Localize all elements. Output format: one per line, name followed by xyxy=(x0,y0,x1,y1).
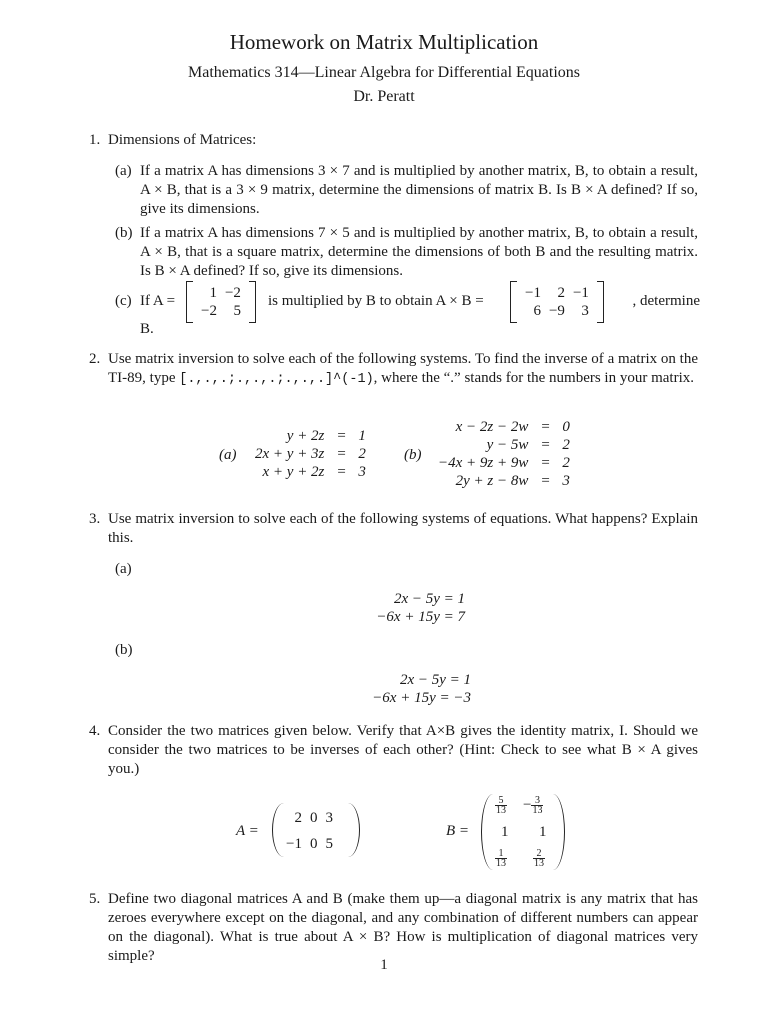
eq-lhs: y − 5w xyxy=(486,437,529,453)
matrix-cell: 1 xyxy=(209,285,217,301)
q2-number: 2. xyxy=(89,351,101,367)
matrix-cell: 6 xyxy=(533,303,541,319)
eq-lhs: y + 2z xyxy=(286,428,325,444)
q1-number: 1. xyxy=(89,132,101,148)
frac-num: 5 xyxy=(495,796,507,806)
eq-rhs: 2 xyxy=(358,446,366,462)
left-bracket xyxy=(510,281,517,323)
fraction xyxy=(495,796,507,815)
q3a-eq1: 2x − 5y = 1 xyxy=(393,591,465,607)
matrix-cell: 1 xyxy=(501,824,509,840)
q4-text: Consider the two matrices given below. Verify that A×B gives the identity matrix, I. Should we consider the two matrices to be inverses of each other? (Hint: Check to see what B × A gives you.) xyxy=(108,723,698,777)
eq-sign: = xyxy=(540,419,551,435)
q2a-label: (a) xyxy=(219,447,237,463)
matrix-a-table xyxy=(282,809,337,853)
matrix-cell: 0 xyxy=(309,810,318,826)
q4-b-lhs: B = xyxy=(446,823,470,839)
q5-text: Define two diagonal matrices A and B (make them up—a diagonal matrix is any matrix that has zeroes everywhere except on the diagonal, and any combination of different numbers can appear on the diagonal). What is true about A × B? How is multiplication of diagonal matrices very simple? xyxy=(108,891,698,964)
q3-text: Use matrix inversion to solve each of the following systems of equations. What happens? Explain this. xyxy=(108,511,698,546)
matrix-a-table xyxy=(197,284,245,320)
fraction xyxy=(533,849,545,868)
matrix-cell: 2 xyxy=(557,285,565,301)
q3b-eq2: −6x + 15y = −3 xyxy=(372,690,471,706)
frac-den: 13 xyxy=(534,858,544,870)
matrix-cell: −1 xyxy=(286,836,302,852)
q4-matrix-a xyxy=(272,803,360,859)
matrix-ab-table xyxy=(521,284,593,320)
system-b xyxy=(438,418,570,490)
frac-num: 1 xyxy=(495,849,507,859)
q3a-eq2: −6x + 15y = 7 xyxy=(376,609,465,625)
eq-lhs: 2y + z − 8w xyxy=(455,473,529,489)
frac-den: 13 xyxy=(496,805,506,817)
right-paren xyxy=(347,803,360,857)
eq-sign: = xyxy=(540,437,551,453)
page-number: 1 xyxy=(380,957,388,973)
frac-num: 3 xyxy=(531,796,543,806)
eq-sign: = xyxy=(336,464,347,480)
matrix-cell: 0 xyxy=(309,836,318,852)
fraction xyxy=(495,849,507,868)
fraction-negative xyxy=(523,796,543,815)
ti89-code: [.,.,.;.,.,.;.,.,.]^(-1) xyxy=(179,372,374,387)
q3-number: 3. xyxy=(89,511,101,527)
left-bracket xyxy=(186,281,193,323)
matrix-cell: −1 xyxy=(525,285,541,301)
right-bracket xyxy=(597,281,604,323)
q1c-label: (c) xyxy=(115,293,132,309)
matrix-cell: 1 xyxy=(539,824,547,840)
q1c-mid: is multiplied by B to obtain A × B = xyxy=(268,293,484,309)
matrix-cell: 5 xyxy=(325,836,333,852)
frac-den: 13 xyxy=(532,805,543,817)
matrix-cell: −2 xyxy=(201,303,217,319)
course-name: Mathematics 314—Linear Algebra for Differential Equations xyxy=(187,64,581,81)
q2-text-before: Use matrix inversion to solve each of the following systems. To find the inverse of a matrix on the TI-89, type xyxy=(108,351,698,386)
q1c-matrix-ab xyxy=(510,281,604,323)
matrix-cell: 3 xyxy=(325,810,333,826)
q4-number: 4. xyxy=(89,723,101,739)
q1a-text: If a matrix A has dimensions 3 × 7 and is multiplied by another matrix, B, to obtain a result, A × B, that is a 3 × 9 matrix, determine the dimensions of matrix B. Is B × A defined? If so, give its dimensions. xyxy=(140,163,698,217)
q1-heading: Dimensions of Matrices: xyxy=(108,132,257,148)
eq-rhs: 1 xyxy=(358,428,366,444)
eq-sign: = xyxy=(336,446,347,462)
eq-rhs: 2 xyxy=(562,455,570,471)
eq-lhs: −4x + 9z + 9w xyxy=(438,455,529,471)
matrix-cell: −1 xyxy=(572,285,589,301)
q1a-label: (a) xyxy=(115,163,132,179)
system-a xyxy=(255,427,366,481)
eq-sign: = xyxy=(336,428,347,444)
q5-number: 5. xyxy=(89,891,101,907)
q1c-end2: B. xyxy=(140,321,154,337)
q2-text xyxy=(108,350,698,389)
q1c-if: If A = xyxy=(140,293,176,309)
q2b-label: (b) xyxy=(404,447,422,463)
q4-matrix-b xyxy=(481,794,565,872)
matrix-cell: 2 xyxy=(294,810,302,826)
matrix-cell: −2 xyxy=(224,285,241,301)
eq-lhs: x + y + 2z xyxy=(262,464,325,480)
q1c-line xyxy=(140,281,700,323)
q1b-label: (b) xyxy=(115,225,133,241)
eq-sign: = xyxy=(540,455,551,471)
q1c-end: , determine xyxy=(632,293,700,309)
q3b-eq1: 2x − 5y = 1 xyxy=(399,672,471,688)
page-title: Homework on Matrix Multiplication xyxy=(229,30,539,54)
q3b-label: (b) xyxy=(115,642,133,658)
eq-sign: = xyxy=(540,473,551,489)
left-paren xyxy=(481,794,494,870)
instructor-name: Dr. Peratt xyxy=(353,88,415,105)
q3a-label: (a) xyxy=(115,561,132,577)
eq-lhs: x − 2z − 2w xyxy=(455,419,529,435)
right-bracket xyxy=(249,281,256,323)
frac-den: 13 xyxy=(496,858,506,870)
eq-lhs: 2x + y + 3z xyxy=(255,446,325,462)
minus-sign: − xyxy=(523,797,532,814)
frac-num: 2 xyxy=(533,849,545,859)
eq-rhs: 2 xyxy=(562,437,570,453)
right-paren xyxy=(552,794,565,870)
matrix-cell: −9 xyxy=(548,303,565,319)
q1b-text: If a matrix A has dimensions 7 × 5 and is multiplied by another matrix, B, to obtain a result, A × B, that is a square matrix, determine the dimensions of both B and the resulting matrix. Is B × A defined? If so, give its dimensions. xyxy=(140,225,698,279)
eq-rhs: 3 xyxy=(358,464,366,480)
q1c-matrix-a xyxy=(186,281,256,323)
q4-a-lhs: A = xyxy=(236,823,259,839)
eq-rhs: 0 xyxy=(562,419,570,435)
q2-text-after: , where the “.” stands for the numbers in your matrix. xyxy=(373,370,694,386)
matrix-cell: 5 xyxy=(233,303,241,319)
matrix-cell: 3 xyxy=(581,303,589,319)
eq-rhs: 3 xyxy=(562,473,570,489)
